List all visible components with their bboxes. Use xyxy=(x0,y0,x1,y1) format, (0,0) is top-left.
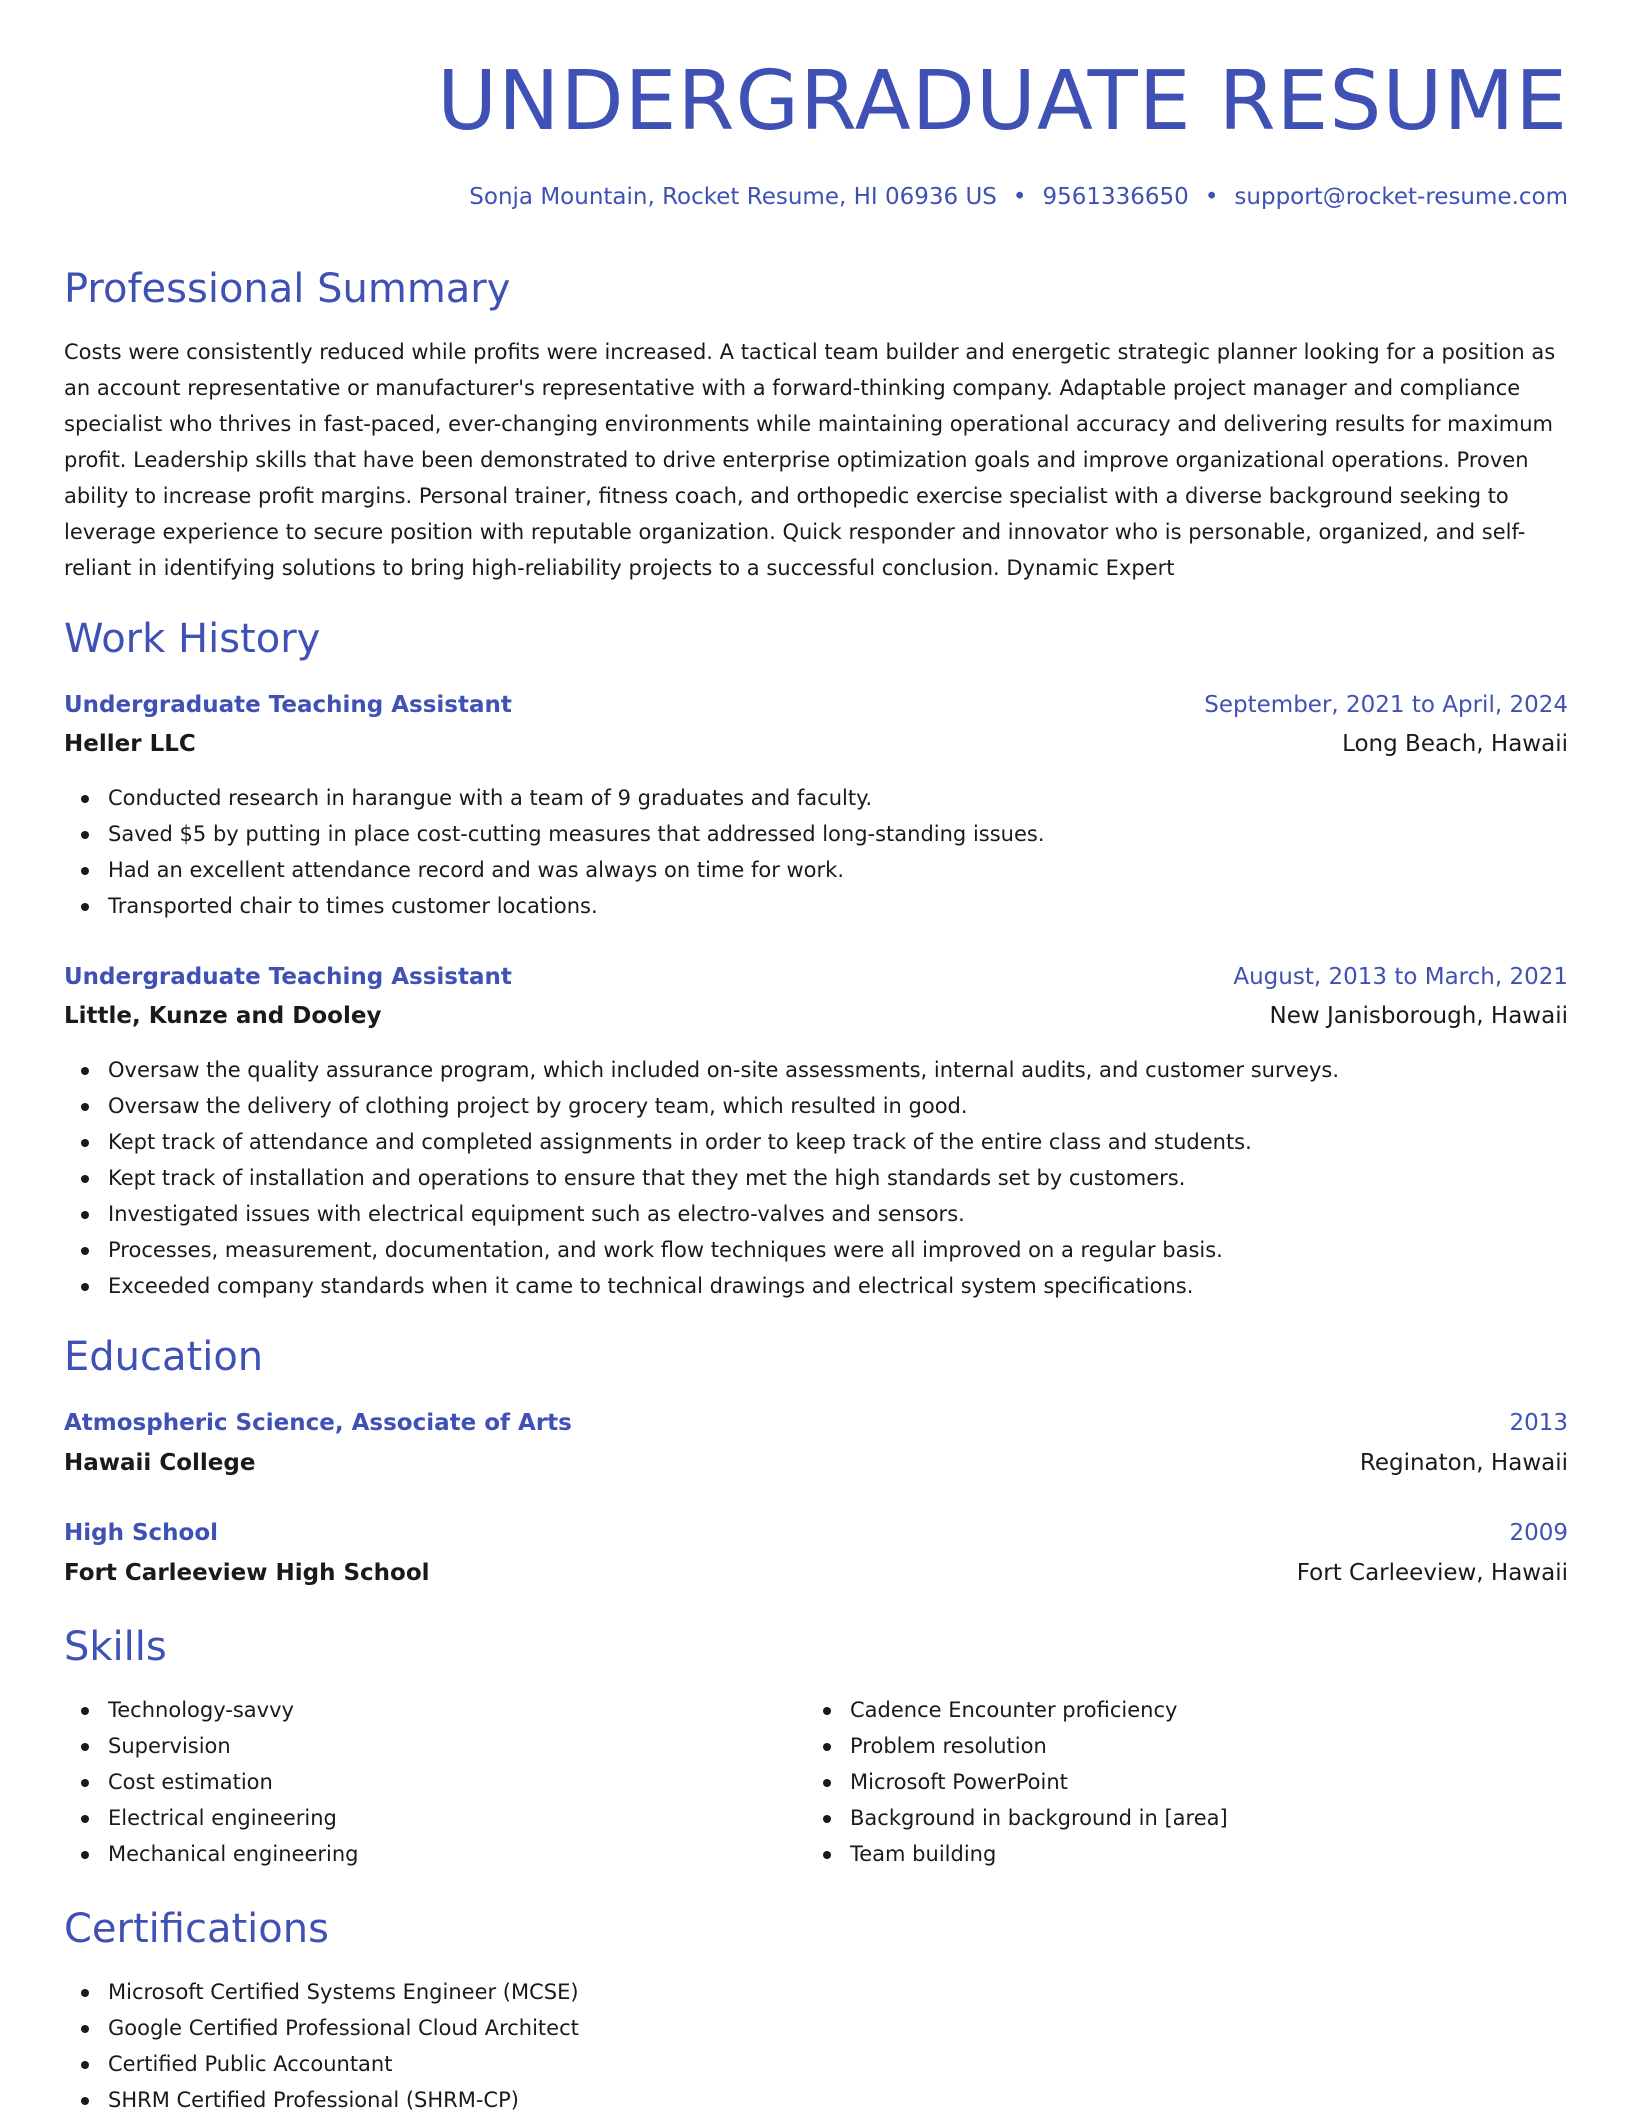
list-item: Team building xyxy=(806,1836,1228,1872)
list-item: Technology-savvy xyxy=(64,1692,358,1728)
summary-text: Costs were consistently reduced while profits were increased. A tactical team builder and energetic strategic planner looking for a position as an account representative or manufacturer's representative with a forward-thinking company. Adaptable project manager and compliance specialist who thrives in fast-paced, ever-changing environments while maintaining operational accuracy and delivering results for maximum profit. Leadership skills that have been demonstrated to drive enterprise optimization goals and improve organizational operations. Proven ability to increase profit margins. Personal trainer, fitness coach, and orthopedic exercise specialist with a diverse background seeking to leverage experience to secure position with reputable organization. Quick responder and innovator who is personable, organized, and self-reliant in identifying solutions to bring high-reliability projects to a successful conclusion. Dynamic Expert xyxy=(64,340,1556,580)
list-item: Google Certified Professional Cloud Architect xyxy=(64,2010,579,2046)
list-item: Oversaw the quality assurance program, which included on-site assessments, internal audits, and customer surveys. xyxy=(64,1052,1339,1088)
resume-title: UNDERGRADUATE RESUME xyxy=(437,54,1568,149)
list-item: Certified Public Accountant xyxy=(64,2046,579,2082)
job-title: Undergraduate Teaching Assistant xyxy=(64,964,512,990)
education-school-row xyxy=(64,1556,1568,1590)
list-item: Oversaw the delivery of clothing project by grocery team, which resulted in good. xyxy=(64,1088,1339,1124)
education-school: Fort Carleeview High School xyxy=(64,1560,430,1586)
job-dates: September, 2021 to April, 2024 xyxy=(1204,692,1568,718)
contact-email: support@rocket-resume.com xyxy=(1234,184,1568,210)
job-location: New Janisborough, Hawaii xyxy=(1269,1003,1568,1029)
certifications-heading: Certifications xyxy=(64,1906,329,1952)
education-heading: Education xyxy=(64,1334,264,1380)
skills-heading: Skills xyxy=(64,1624,167,1670)
education-degree: Atmospheric Science, Associate of Arts xyxy=(64,1410,572,1436)
list-item: Exceeded company standards when it came to technical drawings and electrical system specifications. xyxy=(64,1268,1339,1304)
contact-separator: • xyxy=(1204,184,1219,210)
list-item: SHRM Certified Professional (SHRM-CP) xyxy=(64,2082,579,2118)
list-item: Supervision xyxy=(64,1728,358,1764)
list-item: Conducted research in harangue with a team of 9 graduates and faculty. xyxy=(64,780,1045,816)
contact-separator: • xyxy=(1012,184,1027,210)
education-header xyxy=(64,1516,1568,1550)
list-item: Microsoft Certified Systems Engineer (MCSE) xyxy=(64,1974,579,2010)
education-degree: High School xyxy=(64,1520,219,1546)
summary-heading: Professional Summary xyxy=(64,266,511,312)
skills-list-left xyxy=(64,1692,358,1872)
job-header xyxy=(64,960,1568,994)
list-item: Mechanical engineering xyxy=(64,1836,358,1872)
list-item: Microsoft PowerPoint xyxy=(806,1764,1228,1800)
list-item: Problem resolution xyxy=(806,1728,1228,1764)
list-item: Saved $5 by putting in place cost-cutting measures that addressed long-standing issues. xyxy=(64,816,1045,852)
education-school-row xyxy=(64,1446,1568,1480)
job-company-row xyxy=(64,999,1568,1033)
education-school: Hawaii College xyxy=(64,1450,256,1476)
list-item: Kept track of installation and operations to ensure that they met the high standards set by customers. xyxy=(64,1160,1339,1196)
job-company-row xyxy=(64,727,1568,761)
job-duties-list xyxy=(64,1052,1339,1304)
list-item: Electrical engineering xyxy=(64,1800,358,1836)
contact-address: Sonja Mountain, Rocket Resume, HI 06936 US xyxy=(469,184,997,210)
education-header xyxy=(64,1406,1568,1440)
job-company: Little, Kunze and Dooley xyxy=(64,1003,382,1029)
job-title: Undergraduate Teaching Assistant xyxy=(64,692,512,718)
education-location: Reginaton, Hawaii xyxy=(1359,1450,1568,1476)
list-item: Cost estimation xyxy=(64,1764,358,1800)
certifications-list xyxy=(64,1974,579,2118)
contact-phone: 9561336650 xyxy=(1042,184,1189,210)
education-year: 2009 xyxy=(1509,1520,1568,1546)
job-location: Long Beach, Hawaii xyxy=(1342,731,1568,757)
list-item: Transported chair to times customer locations. xyxy=(64,888,1045,924)
contact-line xyxy=(469,180,1568,214)
work-history-heading: Work History xyxy=(64,616,321,662)
skills-list-right xyxy=(806,1692,1228,1872)
job-duties-list xyxy=(64,780,1045,924)
job-header xyxy=(64,688,1568,722)
list-item: Investigated issues with electrical equipment such as electro-valves and sensors. xyxy=(64,1196,1339,1232)
list-item: Kept track of attendance and completed assignments in order to keep track of the entire class and students. xyxy=(64,1124,1339,1160)
job-company: Heller LLC xyxy=(64,731,196,757)
education-location: Fort Carleeview, Hawaii xyxy=(1296,1560,1568,1586)
list-item: Background in background in [area] xyxy=(806,1800,1228,1836)
education-year: 2013 xyxy=(1509,1410,1568,1436)
list-item: Had an excellent attendance record and was always on time for work. xyxy=(64,852,1045,888)
list-item: Processes, measurement, documentation, and work flow techniques were all improved on a regular basis. xyxy=(64,1232,1339,1268)
list-item: Cadence Encounter proficiency xyxy=(806,1692,1228,1728)
job-dates: August, 2013 to March, 2021 xyxy=(1233,964,1568,990)
